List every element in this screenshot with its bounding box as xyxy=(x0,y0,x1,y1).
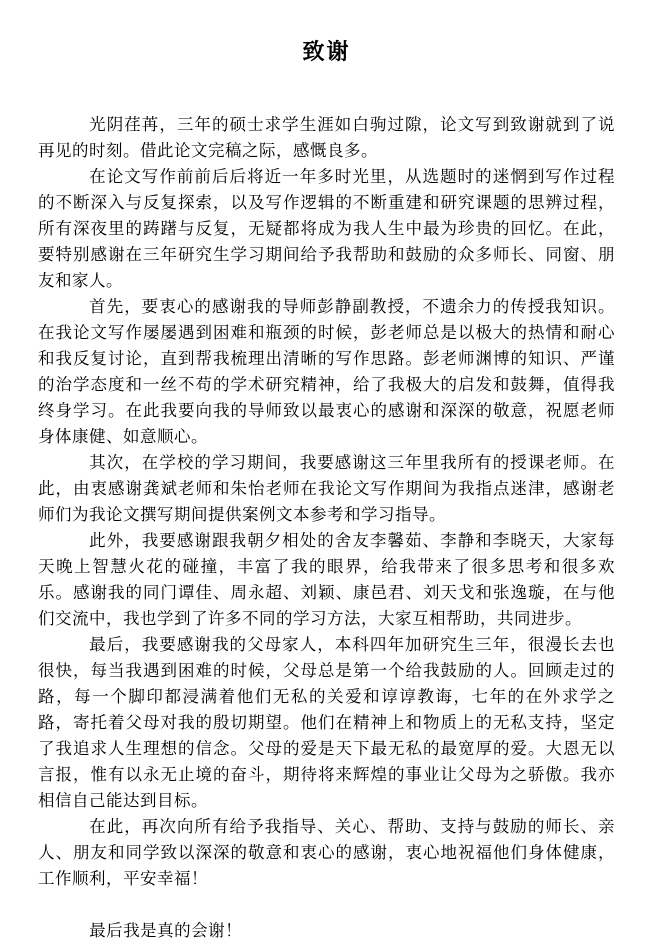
paragraph-friends-thanks: 此外，我要感谢跟我朝夕相处的舍友李馨茹、李静和李晓天，大家每天晚上智慧火花的碰撞，丰富了我的眼界，给我带来了很多思考和很多欢乐。感谢我的同门谭佳、周永超、刘颖、康邑君、刘天戈和张逸璇，在与他们交流中，我也学到了许多不同的学习方法，大家互相帮助，共同进步。 xyxy=(38,531,615,628)
paragraph-final-thanks: 在此，再次向所有给予我指导、关心、帮助、支持与鼓励的师长、亲人、朋友和同学致以深深的敬意和衷心的感谢，衷心地祝福他们身体健康，工作顺利，平安幸福！ xyxy=(38,817,615,888)
paragraph-writing-journey: 在论文写作前前后后将近一年多时光里，从选题时的迷惘到写作过程的不断深入与反复探索，以及写作逻辑的不断重建和研究课题的思辨过程，所有深夜里的踌躇与反复，无疑都将成为我人生中最为珍贵的回忆。在此，要特别感谢在三年研究生学习期间给予我帮助和鼓励的众多师长、同窗、朋友和家人。 xyxy=(38,167,615,290)
paragraph-advisor-thanks: 首先，要衷心的感谢我的导师彭静副教授，不遗余力的传授我知识。在我论文写作屡屡遇到困难和瓶颈的时候，彭老师总是以极大的热情和耐心和我反复讨论，直到帮我梳理出清晰的写作思路。彭老师渊博的知识、严谨的治学态度和一丝不苟的学术研究精神，给了我极大的启发和鼓舞，值得我终身学习。在此我要向我的导师致以最衷心的感谢和深深的敬意，祝愿老师身体康健、如意顺心。 xyxy=(38,297,615,446)
document-body xyxy=(38,112,615,944)
paragraph-opening: 光阴荏苒，三年的硕士求学生涯如白驹过隙，论文写到致谢就到了说再见的时刻。借此论文完稿之际，感慨良多。 xyxy=(38,115,615,160)
paragraph-family-thanks: 最后，我要感谢我的父母家人，本科四年加研究生三年，很漫长去也很快，每当我遇到困难的时候，父母总是第一个给我鼓励的人。回顾走过的路，每一个脚印都浸满着他们无私的关爱和谆谆教诲，七年的在外求学之路，寄托着父母对我的殷切期望。他们在精神上和物质上的无私支持，坚定了我追求人生理想的信念。父母的爱是天下最无私的最宽厚的爱。大恩无以言报，惟有以永无止境的奋斗，期待将来辉煌的事业让父母为之骄傲。我亦相信自己能达到目标。 xyxy=(38,635,615,810)
paragraph-teachers-thanks: 其次，在学校的学习期间，我要感谢这三年里我所有的授课老师。在此，由衷感谢龚斌老师和朱怡老师在我论文写作期间为我指点迷津，感谢老师们为我论文撰写期间提供案例文本参考和学习指导。 xyxy=(38,453,615,524)
page-title: 致谢 xyxy=(302,39,351,64)
closing-line: 最后我是真的会谢！ xyxy=(89,921,243,940)
